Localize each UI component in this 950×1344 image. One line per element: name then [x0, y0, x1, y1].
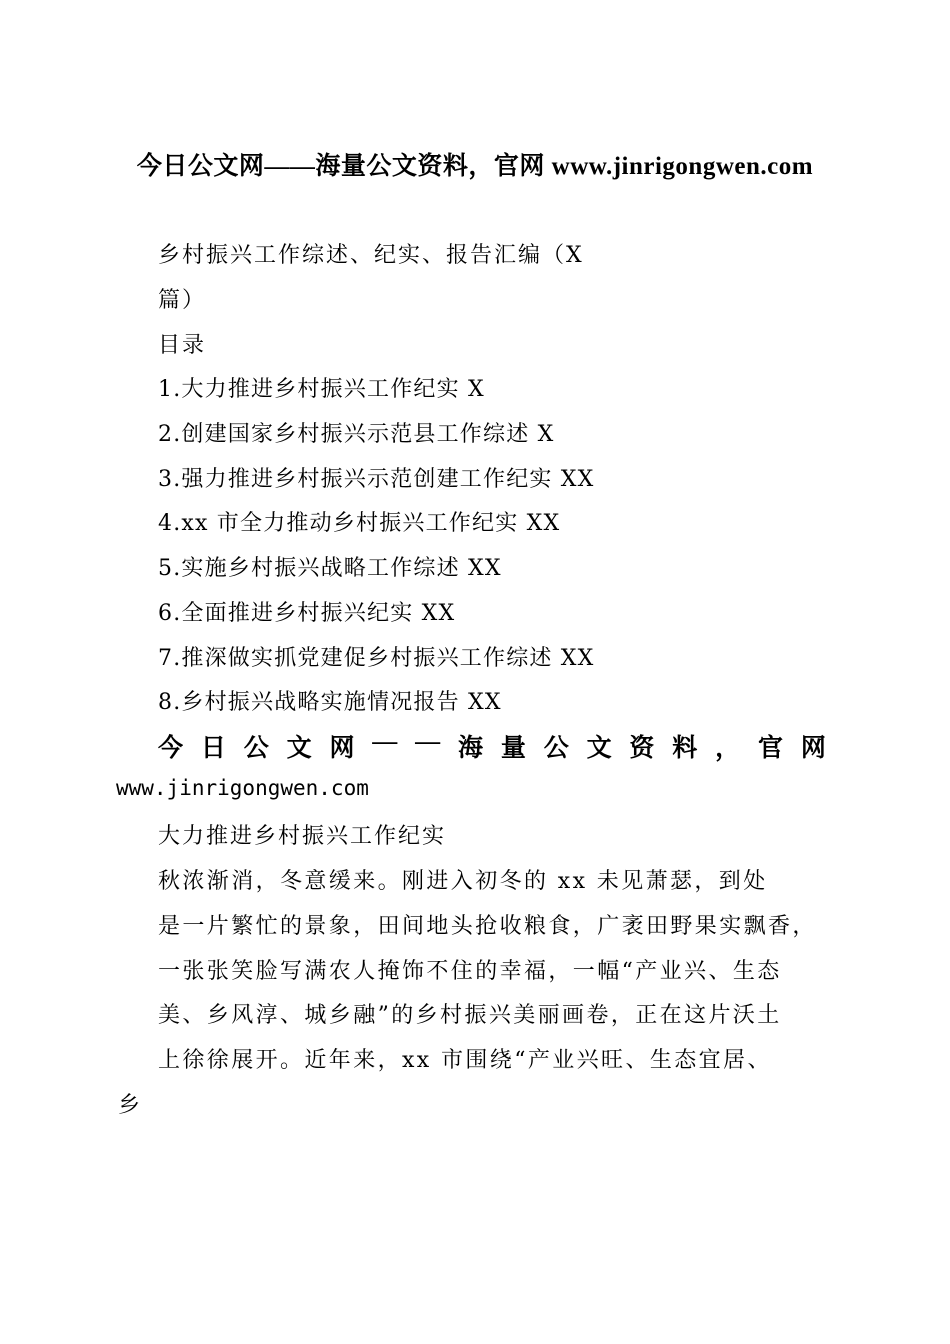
banner-char: 公 — [243, 735, 269, 762]
toc-item: 4.xx 市全力推动乡村振兴工作纪实 XX — [158, 511, 561, 536]
banner-char: — — [372, 728, 398, 755]
banner-char: 今 — [158, 735, 184, 762]
banner-char: 海 — [457, 735, 483, 762]
article-paragraph-line: 美、乡风淳、城乡融”的乡村振兴美丽画卷，正在这片沃土 — [158, 1003, 782, 1028]
banner-char: 公 — [543, 735, 569, 762]
toc-item: 7.推深做实抓党建促乡村振兴工作综述 XX — [158, 646, 595, 671]
banner-char: 量 — [500, 735, 526, 762]
banner-char: 文 — [586, 735, 612, 762]
banner-char: 网 — [800, 735, 826, 762]
article-paragraph-line: 秋浓渐消，冬意缓来。刚进入初冬的 xx 未见萧瑟，到处 — [158, 869, 768, 894]
toc-item: 3.强力推进乡村振兴示范创建工作纪实 XX — [158, 467, 595, 492]
banner-url: www.jinrigongwen.com — [116, 776, 369, 800]
toc-heading: 目录 — [158, 333, 207, 358]
article-paragraph-line: 上徐徐展开。近年来，xx 市围绕“产业兴旺、生态宜居、 — [158, 1048, 772, 1073]
article-paragraph-line: 一张张笑脸写满农人掩饰不住的幸福，一幅“产业兴、生态 — [158, 959, 782, 984]
banner-char: 资 — [629, 735, 655, 762]
toc-item: 5.实施乡村振兴战略工作综述 XX — [158, 556, 502, 581]
article-paragraph-line: 乡 — [118, 1093, 143, 1118]
toc-item: 2.创建国家乡村振兴示范县工作综述 X — [158, 422, 555, 447]
toc-item: 8.乡村振兴战略实施情况报告 XX — [158, 690, 502, 715]
site-header-title: 今日公文网——海量公文资料，官网 www.jinrigongwen.com — [136, 153, 814, 180]
document-title-line-1: 乡村振兴工作综述、纪实、报告汇编（X — [158, 243, 584, 268]
banner-char: ， — [715, 735, 741, 762]
banner-char: 网 — [329, 735, 355, 762]
banner-char: 料 — [672, 735, 698, 762]
site-banner — [158, 728, 826, 764]
article-title: 大力推进乡村振兴工作纪实 — [158, 824, 447, 849]
toc-item: 1.大力推进乡村振兴工作纪实 X — [158, 377, 485, 402]
article-paragraph-line: 是一片繁忙的景象，田间地头抢收粮食，广袤田野果实飘香， — [158, 914, 817, 939]
banner-char: 日 — [200, 735, 226, 762]
document-title-line-2: 篇） — [158, 288, 207, 313]
banner-char: — — [415, 728, 441, 755]
toc-item: 6.全面推进乡村振兴纪实 XX — [158, 601, 456, 626]
banner-char: 官 — [758, 735, 784, 762]
banner-char: 文 — [286, 735, 312, 762]
